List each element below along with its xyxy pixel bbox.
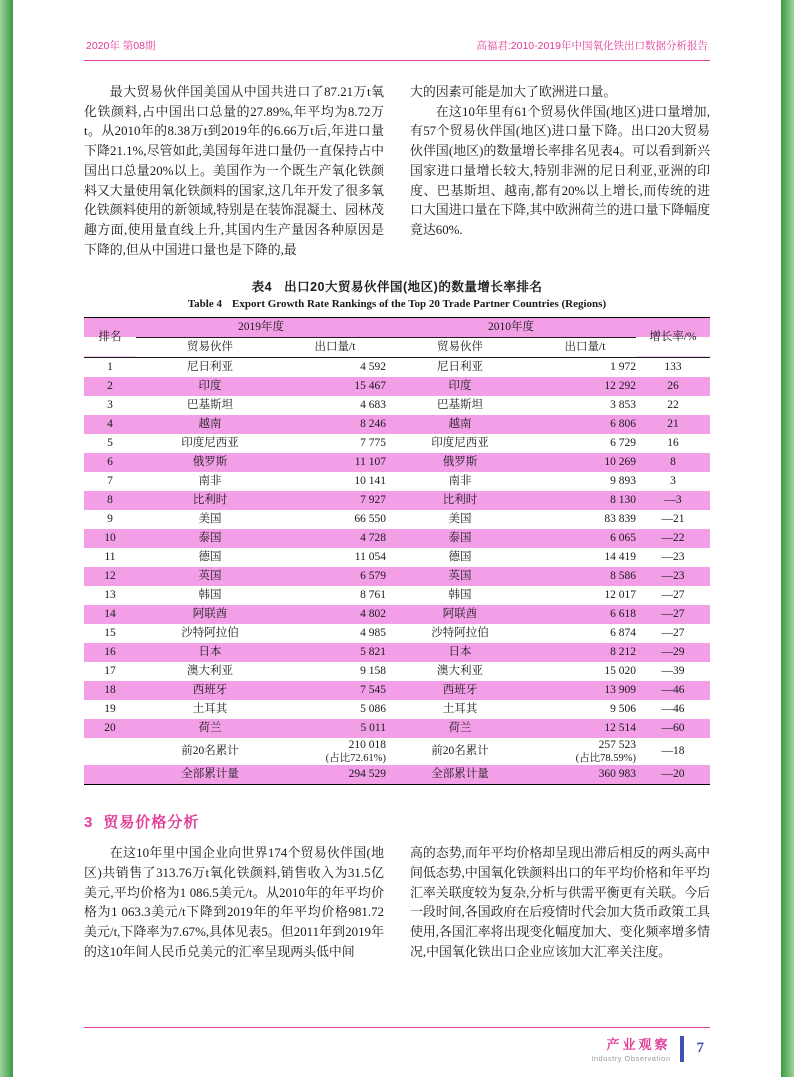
cell-partner-2019: 西班牙 xyxy=(136,681,284,700)
cell-growth: —39 xyxy=(661,664,685,677)
cell-partner-2019: 英国 xyxy=(136,567,284,586)
page-footer xyxy=(84,1027,710,1063)
cell-growth: 16 xyxy=(667,436,679,449)
cell-export-2010: 8 586 xyxy=(534,567,636,586)
table4-title-cn-text: 出口20大贸易伙伴国(地区)的数量增长率排名 xyxy=(284,279,543,294)
col-header-export-2019: 出口量/t xyxy=(284,337,386,357)
cell-partner-2019: 德国 xyxy=(198,550,222,563)
cell-rank: 10 xyxy=(84,529,136,548)
cell-growth: —46 xyxy=(661,702,685,715)
cell-export-2010: 12 017 xyxy=(604,588,636,601)
cell-rank: 4 xyxy=(84,415,136,434)
table4-row xyxy=(84,662,710,681)
cell-partner-2010: 荷兰 xyxy=(386,719,534,738)
cell-export-2019: 9 158 xyxy=(360,664,386,677)
col-header-partner-2019: 贸易伙伴 xyxy=(136,337,284,357)
footer-label-cn: 产业观察 xyxy=(606,1037,671,1052)
table4-row xyxy=(84,357,710,377)
footer-label-en: Industry Observation xyxy=(591,1054,671,1063)
footer-rule xyxy=(84,1027,710,1028)
cell-rank: 11 xyxy=(104,550,116,563)
cell-rank: 17 xyxy=(104,664,116,677)
cell-export-2019: 7 775 xyxy=(360,436,386,449)
cell-export-2010: 257 523 (占比78.59%) xyxy=(534,738,636,766)
cell-partner-2019: 巴基斯坦 xyxy=(187,398,233,411)
running-title: 高福君:2010-2019年中国氧化铁出口数据分析报告 xyxy=(476,40,708,52)
cell-rank: 1 xyxy=(107,360,113,373)
table4-row xyxy=(84,377,710,396)
table4-title-en xyxy=(84,298,710,310)
cell-rank: 6 xyxy=(84,453,136,472)
cell-export-2019-note: (占比72.61%) xyxy=(325,752,386,764)
footer-row xyxy=(84,1034,710,1063)
table4-row xyxy=(84,719,710,738)
cell-growth: —29 xyxy=(636,643,710,662)
cell-partner-2010: 越南 xyxy=(386,415,534,434)
page-number: 7 xyxy=(696,1040,704,1056)
cell-export-2010: 13 909 xyxy=(534,681,636,700)
table4-title-en-text: Export Growth Rate Rankings of the Top 20 Trade Partner Countries (Regions) xyxy=(232,297,607,310)
cell-partner-2019: 印度 xyxy=(136,377,284,396)
cell-partner-2010: 英国 xyxy=(386,567,534,586)
cell-export-2010: 12 292 xyxy=(534,377,636,396)
cell-growth: 3 xyxy=(670,474,676,487)
col-header-partner-2010: 贸易伙伴 xyxy=(386,337,534,357)
cell-export-2010: 10 269 xyxy=(534,453,636,472)
table4-row xyxy=(84,700,710,719)
cell-export-2019: 4 683 xyxy=(360,398,386,411)
cell-partner-2019: 全部累计量 xyxy=(136,765,284,785)
cell-export-2019: 294 529 xyxy=(284,765,386,785)
cell-partner-2019: 阿联酋 xyxy=(136,605,284,624)
cell-rank xyxy=(84,738,136,766)
table4-row xyxy=(84,453,710,472)
right-green-border xyxy=(781,0,794,1077)
cell-partner-2010: 全部累计量 xyxy=(386,765,534,785)
table4-block xyxy=(84,277,710,786)
cell-partner-2010: 西班牙 xyxy=(386,681,534,700)
cell-partner-2010: 南非 xyxy=(448,474,472,487)
section3-number: 3 xyxy=(84,814,94,832)
cell-growth: —60 xyxy=(636,719,710,738)
table4 xyxy=(84,317,710,786)
cell-growth: —3 xyxy=(636,491,710,510)
cell-rank: 19 xyxy=(104,702,116,715)
cell-export-2019: 8 246 xyxy=(284,415,386,434)
cell-growth: —27 xyxy=(636,605,710,624)
left-column xyxy=(84,83,384,261)
cell-rank: 5 xyxy=(107,436,113,449)
cell-export-2019: 10 141 xyxy=(354,474,386,487)
cell-rank: 9 xyxy=(107,512,113,525)
cell-partner-2019: 沙特阿拉伯 xyxy=(181,626,239,639)
cell-export-2010: 6 806 xyxy=(534,415,636,434)
table4-row xyxy=(84,491,710,510)
cell-growth: —27 xyxy=(661,588,685,601)
cell-partner-2019: 荷兰 xyxy=(136,719,284,738)
cell-export-2010: 6 065 xyxy=(534,529,636,548)
cell-export-2010: 15 020 xyxy=(604,664,636,677)
cell-growth: 26 xyxy=(636,377,710,396)
cell-partner-2019: 泰国 xyxy=(136,529,284,548)
cell-export-2010: 9 506 xyxy=(610,702,636,715)
cell-partner-2010: 泰国 xyxy=(386,529,534,548)
cell-rank: 2 xyxy=(84,377,136,396)
cell-export-2019: 210 018 (占比72.61%) xyxy=(284,738,386,766)
section3-heading xyxy=(84,811,710,832)
body-paragraph-continuation: 高的态势,而年平均价格却呈现出滞后相反的两头高中间低态势,中国氧化铁颜料出口的年平均价格和年平均汇率关联度较为复杂,分析与供需平衡更有关联。今后一段时间,各国政府在后疫情时代会加大货币政策工具使用,各国汇率将出现变化幅度加大、变化频率增多情况,中国氧化铁出口企业应该加大汇率关注度。 xyxy=(410,846,710,959)
cell-rank: 20 xyxy=(84,719,136,738)
cell-export-2019: 15 467 xyxy=(284,377,386,396)
table4-title-cn xyxy=(84,277,710,295)
cell-rank: 13 xyxy=(104,588,116,601)
section3-title: 贸易价格分析 xyxy=(103,814,200,832)
table4-row xyxy=(84,548,710,567)
right-column xyxy=(410,83,710,261)
table4-row xyxy=(84,586,710,605)
body-paragraph: 在这10年里有61个贸易伙伴国(地区)进口量增加,有57个贸易伙伴国(地区)进口量下降。出口20大贸易伙伴国(地区)的数量增长率排名见表4。可以看到新兴国家进口量增长较大,特别非洲的尼日利亚,亚洲的印度、巴基斯坦、越南,都有20%以上增长,而传统的进口大国进口量在下降,其中欧洲荷兰的进口量下降幅度竟达60%. xyxy=(410,104,710,238)
cell-partner-2010: 澳大利亚 xyxy=(437,664,483,677)
cell-rank xyxy=(84,765,136,785)
body-paragraph-continuation: 大的因素可能是加大了欧洲进口量。 xyxy=(410,85,617,99)
cell-partner-2019: 澳大利亚 xyxy=(187,664,233,677)
issue-label: 2020年 第08期 xyxy=(86,40,156,52)
cell-export-2010: 8 212 xyxy=(534,643,636,662)
cell-partner-2019: 土耳其 xyxy=(192,702,228,715)
cell-growth: 133 xyxy=(664,360,682,373)
cell-partner-2010: 美国 xyxy=(448,512,472,525)
cell-export-2019: 4 985 xyxy=(360,626,386,639)
table4-row xyxy=(84,643,710,662)
cell-partner-2010: 土耳其 xyxy=(442,702,478,715)
cell-growth: 21 xyxy=(636,415,710,434)
table4-row xyxy=(84,434,710,453)
cell-export-2019: 7 545 xyxy=(284,681,386,700)
cell-export-2010: 3 853 xyxy=(610,398,636,411)
cell-export-2010: 12 514 xyxy=(534,719,636,738)
body-paragraph: 最大贸易伙伴国美国从中国共进口了87.21万t氧化铁颜料,占中国出口总量的27.89%,年平均为8.72万t。从2010年的8.38万t到2019年的6.66万t后,年进口量下降21.1%,尽管如此,美国每年进口量仍一直保持占中国出口总量20%以上。美国作为一个既生产氧化铁颜料又大量使用氧化铁颜料的国家,这几年开发了很多氧化铁颜料使用的新领域,特别是在装饰混凝土、园林茂趣方面,使用量直线上升,其国内生产量因各种原因是下降的,但从中国进口量也是下降的,最 xyxy=(84,85,384,257)
cell-partner-2019: 印度尼西亚 xyxy=(181,436,239,449)
cell-export-2019: 4 592 xyxy=(360,360,386,373)
cell-export-2010: 83 839 xyxy=(604,512,636,525)
cell-growth: —46 xyxy=(636,681,710,700)
cell-export-2010: 1 972 xyxy=(610,360,636,373)
table4-row xyxy=(84,529,710,548)
cell-export-2019: 7 927 xyxy=(284,491,386,510)
cell-partner-2010: 德国 xyxy=(448,550,472,563)
cell-partner-2019: 越南 xyxy=(136,415,284,434)
cell-export-2019: 6 579 xyxy=(284,567,386,586)
header-rule xyxy=(84,60,710,61)
cell-partner-2010: 日本 xyxy=(386,643,534,662)
cell-partner-2019: 俄罗斯 xyxy=(136,453,284,472)
cell-partner-2010: 俄罗斯 xyxy=(386,453,534,472)
cell-partner-2010: 前20名累计 xyxy=(431,745,489,758)
left-column xyxy=(84,844,384,962)
footer-labels xyxy=(591,1034,670,1063)
cell-export-2010: 6 618 xyxy=(534,605,636,624)
cell-export-2019: 8 761 xyxy=(360,588,386,601)
cell-partner-2010: 阿联酋 xyxy=(386,605,534,624)
cell-export-2019: 5 821 xyxy=(284,643,386,662)
cell-export-2010-note: (占比78.59%) xyxy=(575,752,636,764)
page-content xyxy=(84,0,710,1077)
cell-export-2010: 8 130 xyxy=(534,491,636,510)
cell-export-2010: 14 419 xyxy=(604,550,636,563)
cell-partner-2019: 日本 xyxy=(136,643,284,662)
table4-row xyxy=(84,738,710,766)
cell-export-2019: 66 550 xyxy=(354,512,386,525)
body-paragraph: 在这10年里中国企业向世界174个贸易伙伴国(地区)共销售了313.76万t氧化铁颜料,销售收入为31.5亿美元,平均价格为1 086.5美元/t。从2010年的年平均价格为1 063.3美元/t下降到2019年的年平均价格981.72美元/t,下降率为7.67%,具体见表5。但2011年到2019年的这10年间人民币兑美元的汇率呈现两头低中间 xyxy=(84,846,384,959)
table4-row xyxy=(84,605,710,624)
cell-growth: 8 xyxy=(636,453,710,472)
cell-partner-2019: 韩国 xyxy=(198,588,222,601)
cell-growth: —27 xyxy=(661,626,685,639)
table4-header-row-2 xyxy=(84,337,710,357)
cell-rank: 18 xyxy=(84,681,136,700)
table4-body xyxy=(84,357,710,785)
cell-growth: 22 xyxy=(667,398,679,411)
col-header-year-2010: 2010年度 xyxy=(386,317,636,337)
cell-partner-2010: 沙特阿拉伯 xyxy=(431,626,489,639)
page-header xyxy=(84,0,710,60)
table4-row xyxy=(84,681,710,700)
cell-partner-2010: 印度尼西亚 xyxy=(431,436,489,449)
table4-row xyxy=(84,415,710,434)
cell-partner-2010: 比利时 xyxy=(386,491,534,510)
cell-rank: 3 xyxy=(107,398,113,411)
cell-partner-2010: 韩国 xyxy=(448,588,472,601)
cell-rank: 16 xyxy=(84,643,136,662)
table4-row xyxy=(84,396,710,415)
cell-partner-2010: 巴基斯坦 xyxy=(437,398,483,411)
left-green-border xyxy=(0,0,13,1077)
table4-row xyxy=(84,510,710,529)
col-header-growth: 增长率/% xyxy=(636,317,710,357)
table4-row xyxy=(84,472,710,491)
cell-export-2019: 4 728 xyxy=(284,529,386,548)
right-column xyxy=(410,844,710,962)
cell-export-2019: 11 107 xyxy=(284,453,386,472)
cell-partner-2019: 美国 xyxy=(198,512,222,525)
table4-label-cn: 表4 xyxy=(251,279,273,294)
cell-rank: 7 xyxy=(107,474,113,487)
cell-partner-2019: 南非 xyxy=(198,474,222,487)
page-number-bar xyxy=(680,1036,684,1062)
cell-growth: —21 xyxy=(661,512,685,525)
cell-rank: 15 xyxy=(104,626,116,639)
table4-header-row-1 xyxy=(84,317,710,337)
table4-label-en: Table 4 xyxy=(187,297,222,310)
col-header-year-2019: 2019年度 xyxy=(136,317,386,337)
cell-partner-2010: 尼日利亚 xyxy=(437,360,483,373)
cell-export-2010: 6 874 xyxy=(610,626,636,639)
cell-growth: —23 xyxy=(636,567,710,586)
col-header-export-2010: 出口量/t xyxy=(534,337,636,357)
cell-partner-2019: 比利时 xyxy=(136,491,284,510)
table4-row xyxy=(84,624,710,643)
cell-export-2019: 5 011 xyxy=(284,719,386,738)
cell-partner-2019: 前20名累计 xyxy=(181,745,239,758)
price-analysis-section xyxy=(84,844,710,962)
cell-partner-2010: 印度 xyxy=(386,377,534,396)
cell-growth: —20 xyxy=(636,765,710,785)
cell-rank: 8 xyxy=(84,491,136,510)
cell-partner-2019: 尼日利亚 xyxy=(187,360,233,373)
cell-export-2019: 5 086 xyxy=(360,702,386,715)
table4-row xyxy=(84,765,710,785)
table4-row xyxy=(84,567,710,586)
cell-export-2010: 6 729 xyxy=(610,436,636,449)
cell-rank: 12 xyxy=(84,567,136,586)
cell-export-2010: 360 983 xyxy=(534,765,636,785)
cell-rank: 14 xyxy=(84,605,136,624)
col-header-rank: 排名 xyxy=(84,317,136,357)
cell-growth: —23 xyxy=(661,550,685,563)
trade-partner-section xyxy=(84,83,710,261)
cell-growth: —22 xyxy=(636,529,710,548)
cell-growth: —18 xyxy=(661,745,685,758)
cell-export-2019: 4 802 xyxy=(284,605,386,624)
cell-export-2019: 11 054 xyxy=(354,550,386,563)
cell-export-2010: 9 893 xyxy=(610,474,636,487)
